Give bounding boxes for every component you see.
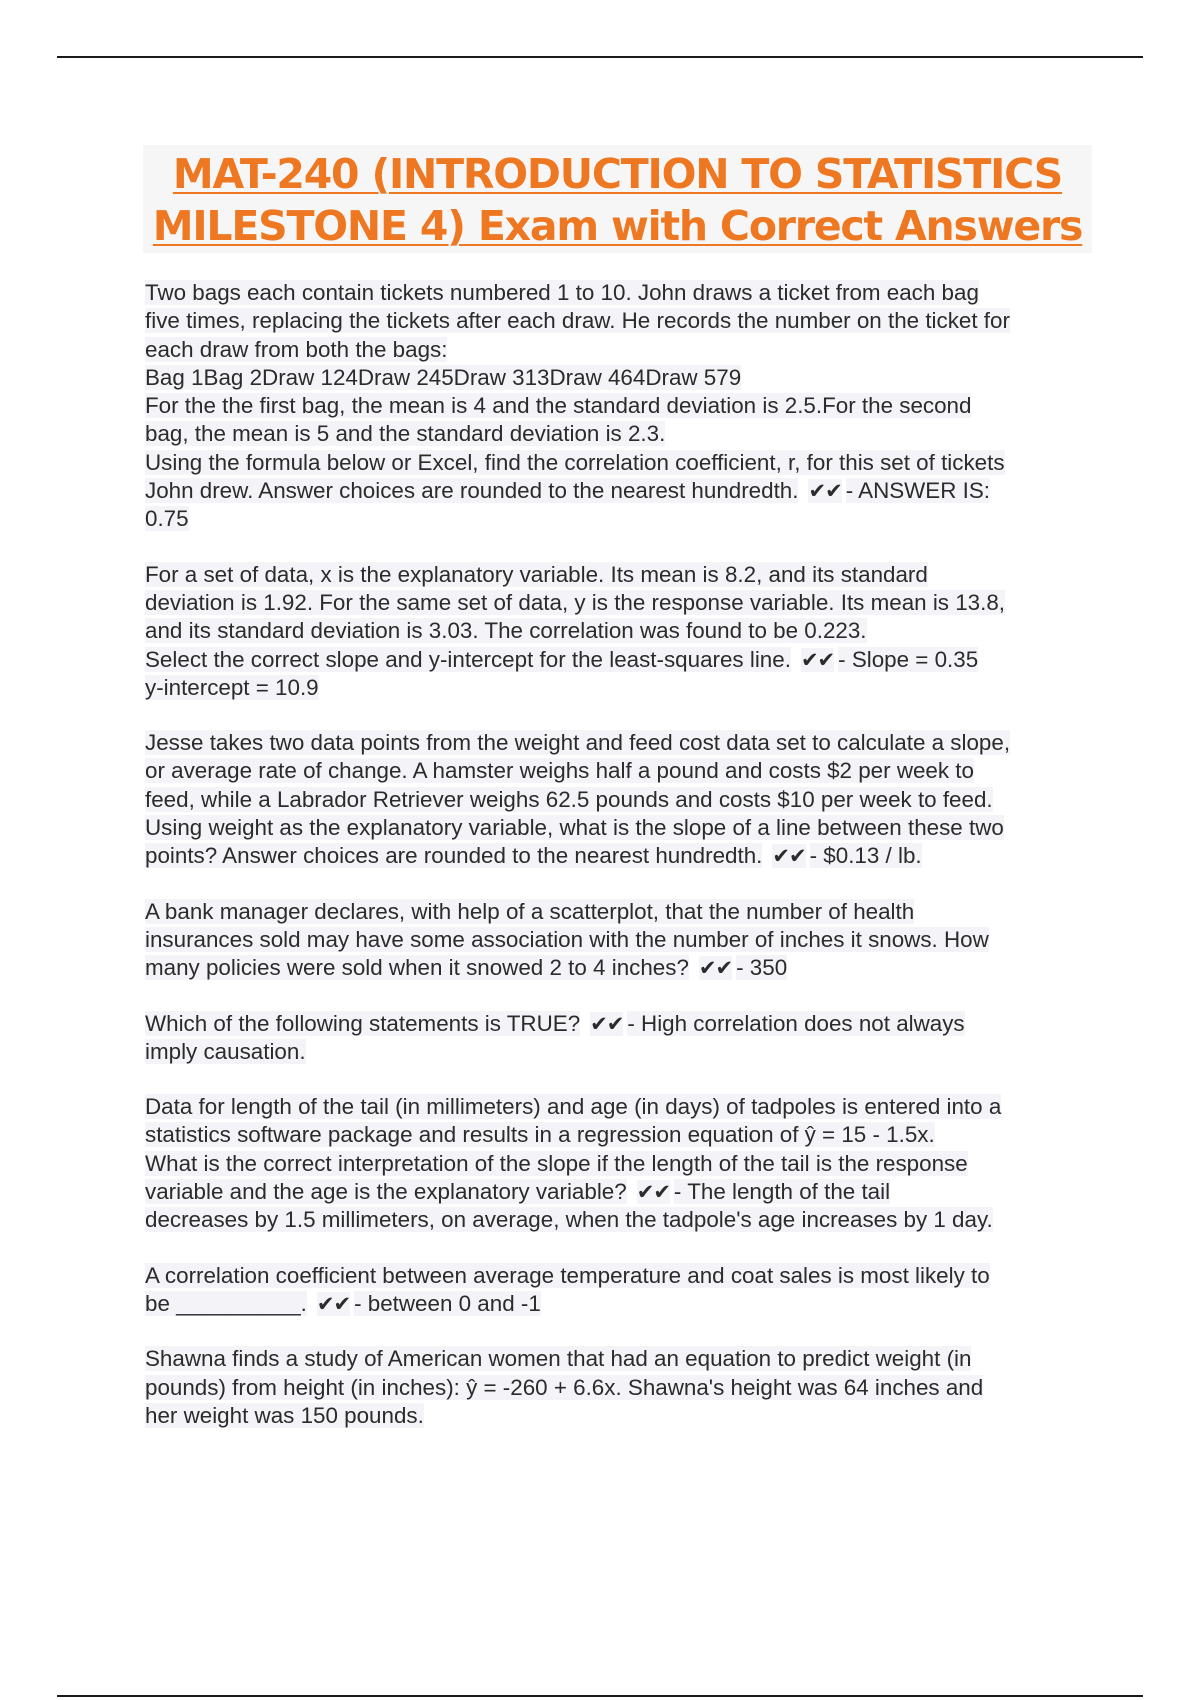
question-text: insurances sold may have some association with the number of inches it snows. How bbox=[145, 926, 989, 952]
question-answer-line bbox=[145, 1178, 1100, 1206]
question-line bbox=[145, 1262, 1100, 1290]
checkmark-icon: ✔✔ bbox=[636, 1180, 670, 1205]
title-line-1: MAT-240 (INTRODUCTION TO STATISTICS bbox=[172, 150, 1063, 198]
question-text: A correlation coefficient between average temperature and coat sales is most likely to bbox=[145, 1262, 990, 1288]
question-answer-line bbox=[145, 954, 1100, 982]
answer-text: 0.75 bbox=[145, 506, 189, 532]
question-text: For the the first bag, the mean is 4 and the standard deviation is 2.5.For the second bbox=[145, 393, 972, 419]
question-answer-line bbox=[145, 1010, 1100, 1038]
question-text: Jesse takes two data points from the weight and feed cost data set to calculate a slope, bbox=[145, 730, 1011, 756]
answer-text: - between 0 and -1 bbox=[354, 1290, 541, 1316]
question-text: many policies were sold when it snowed 2 to 4 inches? bbox=[145, 955, 689, 981]
question-text: Shawna finds a study of American women that had an equation to predict weight (in bbox=[145, 1346, 972, 1372]
question-text: each draw from both the bags: bbox=[145, 336, 448, 362]
question-line bbox=[145, 336, 1100, 364]
document-body bbox=[145, 279, 1100, 1457]
question-line bbox=[145, 1150, 1100, 1178]
answer-text: - Slope = 0.35 bbox=[838, 646, 979, 672]
answer-text: y-intercept = 10.9 bbox=[145, 674, 319, 700]
question-text: Using the formula below or Excel, find the correlation coefficient, r, for this set of tickets bbox=[145, 449, 1005, 475]
question-text: Data for length of the tail (in millimeters) and age (in days) of tadpoles is entered into a bbox=[145, 1094, 1002, 1120]
checkmark-icon: ✔✔ bbox=[316, 1291, 351, 1316]
question-item bbox=[145, 1093, 1100, 1234]
question-item bbox=[145, 898, 1100, 983]
top-rule bbox=[57, 56, 1143, 58]
question-line bbox=[145, 561, 1100, 589]
question-text: John drew. Answer choices are rounded to the nearest hundredth. bbox=[145, 478, 799, 504]
question-line bbox=[145, 1402, 1100, 1430]
question-text: deviation is 1.92. For the same set of data, y is the response variable. Its mean is 13.8, bbox=[145, 589, 1006, 615]
question-line bbox=[145, 1345, 1100, 1373]
question-text: variable and the age is the explanatory variable? bbox=[145, 1179, 627, 1205]
question-item bbox=[145, 1262, 1100, 1319]
document-title bbox=[143, 145, 1092, 253]
question-text: A bank manager declares, with help of a scatterplot, that the number of health bbox=[145, 898, 915, 924]
question-answer-line bbox=[145, 842, 1100, 870]
question-line bbox=[145, 926, 1100, 954]
question-answer-line bbox=[145, 1290, 1100, 1318]
checkmark-icon: ✔✔ bbox=[808, 479, 842, 504]
question-text: statistics software package and results in a regression equation of ŷ = 15 - 1.5x. bbox=[145, 1122, 935, 1148]
question-text: five times, replacing the tickets after each draw. He records the number on the ticket for bbox=[145, 308, 1010, 334]
question-text: points? Answer choices are rounded to the nearest hundredth. bbox=[145, 843, 763, 869]
question-line bbox=[145, 449, 1100, 477]
checkmark-icon: ✔✔ bbox=[800, 647, 835, 672]
question-item bbox=[145, 729, 1100, 870]
question-line bbox=[145, 307, 1100, 335]
question-answer-line bbox=[145, 477, 1100, 505]
answer-text: - The length of the tail bbox=[673, 1179, 891, 1205]
question-text: be __________. bbox=[145, 1290, 307, 1316]
question-text: and its standard deviation is 3.03. The correlation was found to be 0.223. bbox=[145, 618, 867, 644]
question-line bbox=[145, 814, 1100, 842]
question-text: bag, the mean is 5 and the standard deviation is 2.3. bbox=[145, 421, 666, 447]
answer-line bbox=[145, 505, 1100, 533]
question-line bbox=[145, 392, 1100, 420]
question-line bbox=[145, 757, 1100, 785]
question-line bbox=[145, 898, 1100, 926]
question-line bbox=[145, 279, 1100, 307]
question-line bbox=[145, 729, 1100, 757]
answer-text: - High correlation does not always bbox=[627, 1010, 965, 1036]
question-text: For a set of data, x is the explanatory variable. Its mean is 8.2, and its standard bbox=[145, 561, 928, 587]
question-text: or average rate of change. A hamster weighs half a pound and costs $2 per week to bbox=[145, 758, 974, 784]
answer-text: - $0.13 / lb. bbox=[809, 843, 922, 869]
question-item bbox=[145, 561, 1100, 702]
question-line bbox=[145, 617, 1100, 645]
question-line bbox=[145, 364, 1100, 392]
checkmark-icon: ✔✔ bbox=[772, 844, 806, 869]
question-line bbox=[145, 1374, 1100, 1402]
question-text: Two bags each contain tickets numbered 1 to 10. John draws a ticket from each bag bbox=[145, 280, 979, 305]
question-text: Which of the following statements is TRUE? bbox=[145, 1010, 581, 1036]
question-line bbox=[145, 420, 1100, 448]
answer-line bbox=[145, 1038, 1100, 1066]
answer-line bbox=[145, 674, 1100, 702]
question-line bbox=[145, 786, 1100, 814]
question-item bbox=[145, 1345, 1100, 1430]
question-line bbox=[145, 589, 1100, 617]
answer-text: imply causation. bbox=[145, 1038, 306, 1064]
checkmark-icon: ✔✔ bbox=[590, 1011, 624, 1036]
question-answer-line bbox=[145, 646, 1100, 674]
question-text: feed, while a Labrador Retriever weighs 62.5 pounds and costs $10 per week to feed. bbox=[145, 786, 993, 812]
answer-text: - 350 bbox=[736, 955, 788, 981]
question-text: What is the correct interpretation of the slope if the length of the tail is the response bbox=[145, 1150, 968, 1176]
question-item bbox=[145, 1010, 1100, 1067]
question-text: Using weight as the explanatory variable, what is the slope of a line between these two bbox=[145, 815, 1004, 841]
answer-text: decreases by 1.5 millimeters, on average, when the tadpole's age increases by 1 day. bbox=[145, 1207, 993, 1233]
question-text: pounds) from height (in inches): ŷ = -260 + 6.6x. Shawna's height was 64 inches and bbox=[145, 1374, 984, 1400]
question-item bbox=[145, 279, 1100, 534]
question-line bbox=[145, 1093, 1100, 1121]
bottom-rule bbox=[57, 1695, 1143, 1697]
question-line bbox=[145, 1121, 1100, 1149]
answer-line bbox=[145, 1206, 1100, 1234]
title-line-2: MILESTONE 4) Exam with Correct Answers bbox=[152, 202, 1083, 250]
question-text: Select the correct slope and y-intercept for the least-squares line. bbox=[145, 646, 791, 672]
answer-text: - ANSWER IS: bbox=[845, 478, 991, 504]
question-text: her weight was 150 pounds. bbox=[145, 1402, 424, 1428]
checkmark-icon: ✔✔ bbox=[698, 956, 733, 981]
question-text: Bag 1Bag 2Draw 124Draw 245Draw 313Draw 464Draw 579 bbox=[145, 364, 742, 390]
